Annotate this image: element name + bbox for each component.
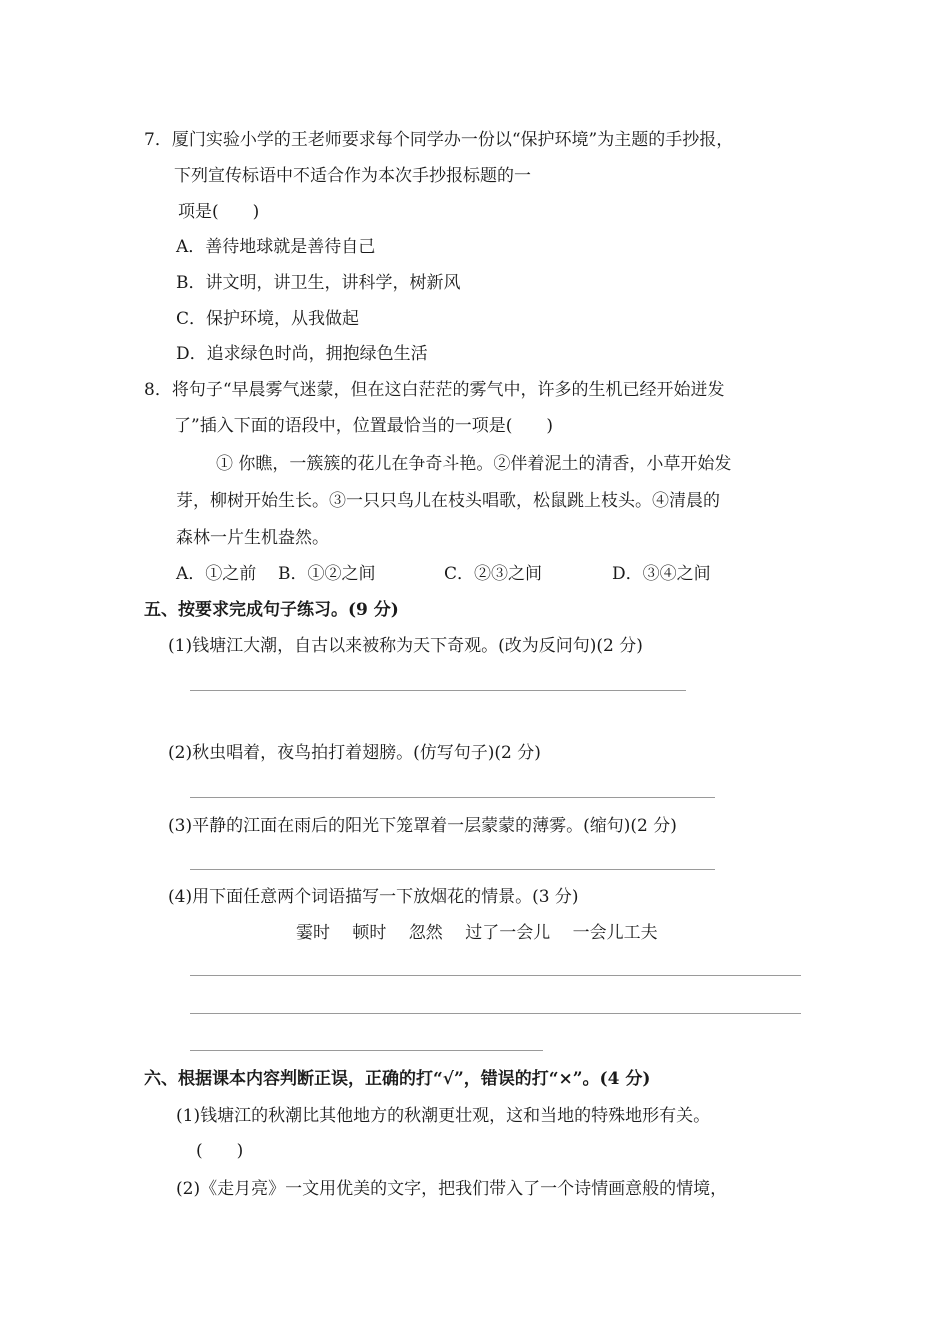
section5-item1: (1)钱塘江大潮，自古以来被称为天下奇观。(改为反问句)(2 分) xyxy=(168,636,643,656)
q8-stem-line2: 了”插入下面的语段中，位置最恰当的一项是( ) xyxy=(174,416,553,436)
section5-item2: (2)秋虫唱着，夜鸟拍打着翅膀。(仿写句子)(2 分) xyxy=(168,743,541,763)
q7-stem-line1: 7．厦门实验小学的王老师要求每个同学办一份以“保护环境”为主题的手抄报， xyxy=(144,130,734,150)
section5-heading: 五、按要求完成句子练习。(9 分) xyxy=(144,600,399,620)
section6-item2: (2)《走月亮》一文用优美的文字，把我们带入了一个诗情画意般的情境， xyxy=(176,1179,728,1199)
q8-stem-line1: 8．将句子“早晨雾气迷蒙，但在这白茫茫的雾气中，许多的生机已经开始迸发 xyxy=(144,380,725,400)
section6-item1: (1)钱塘江的秋潮比其他地方的秋潮更壮观，这和当地的特殊地形有关。 xyxy=(176,1106,711,1126)
answer-line-4a[interactable] xyxy=(190,975,801,976)
q7-stem-line2: 下列宣传标语中不适合作为本次手抄报标题的一 xyxy=(174,166,531,186)
q7-stem-line3: 项是( ) xyxy=(178,202,260,222)
section5-item4: (4)用下面任意两个词语描写一下放烟花的情景。(3 分) xyxy=(168,887,579,907)
section5-item3: (3)平静的江面在雨后的阳光下笼罩着一层蒙蒙的薄雾。(缩句)(2 分) xyxy=(168,816,677,836)
q7-option-d: D．追求绿色时尚，拥抱绿色生活 xyxy=(176,344,428,364)
answer-line-2[interactable] xyxy=(190,797,715,798)
q8-option-a: A．①之前 xyxy=(176,564,257,584)
q8-passage-line2: 芽，柳树开始生长。③一只只鸟儿在枝头唱歌，松鼠跳上枝头。④清晨的 xyxy=(176,491,720,511)
section5-word-list: 霎时 顿时 忽然 过了一会儿 一会儿工夫 xyxy=(296,923,658,943)
q8-passage-line3: 森林一片生机盎然。 xyxy=(176,528,329,548)
section6-heading: 六、根据课本内容判断正误，正确的打“√”，错误的打“×”。(4 分) xyxy=(144,1069,651,1089)
q7-option-a: A．善待地球就是善待自己 xyxy=(176,237,376,257)
q8-option-d: D．③④之间 xyxy=(612,564,711,584)
q7-option-b: B．讲文明，讲卫生，讲科学，树新风 xyxy=(176,273,461,293)
answer-line-4c[interactable] xyxy=(190,1050,543,1051)
q8-passage-line1: ① 你瞧，一簇簇的花儿在争奇斗艳。②伴着泥土的清香，小草开始发 xyxy=(216,454,732,474)
answer-line-1[interactable] xyxy=(190,690,686,691)
q8-option-b: B．①②之间 xyxy=(278,564,376,584)
q7-option-c: C．保护环境，从我做起 xyxy=(176,309,360,329)
q8-option-c: C．②③之间 xyxy=(444,564,543,584)
section6-item1-answer-paren[interactable]: ( ) xyxy=(196,1141,244,1161)
answer-line-3[interactable] xyxy=(190,869,715,870)
answer-line-4b[interactable] xyxy=(190,1013,801,1014)
